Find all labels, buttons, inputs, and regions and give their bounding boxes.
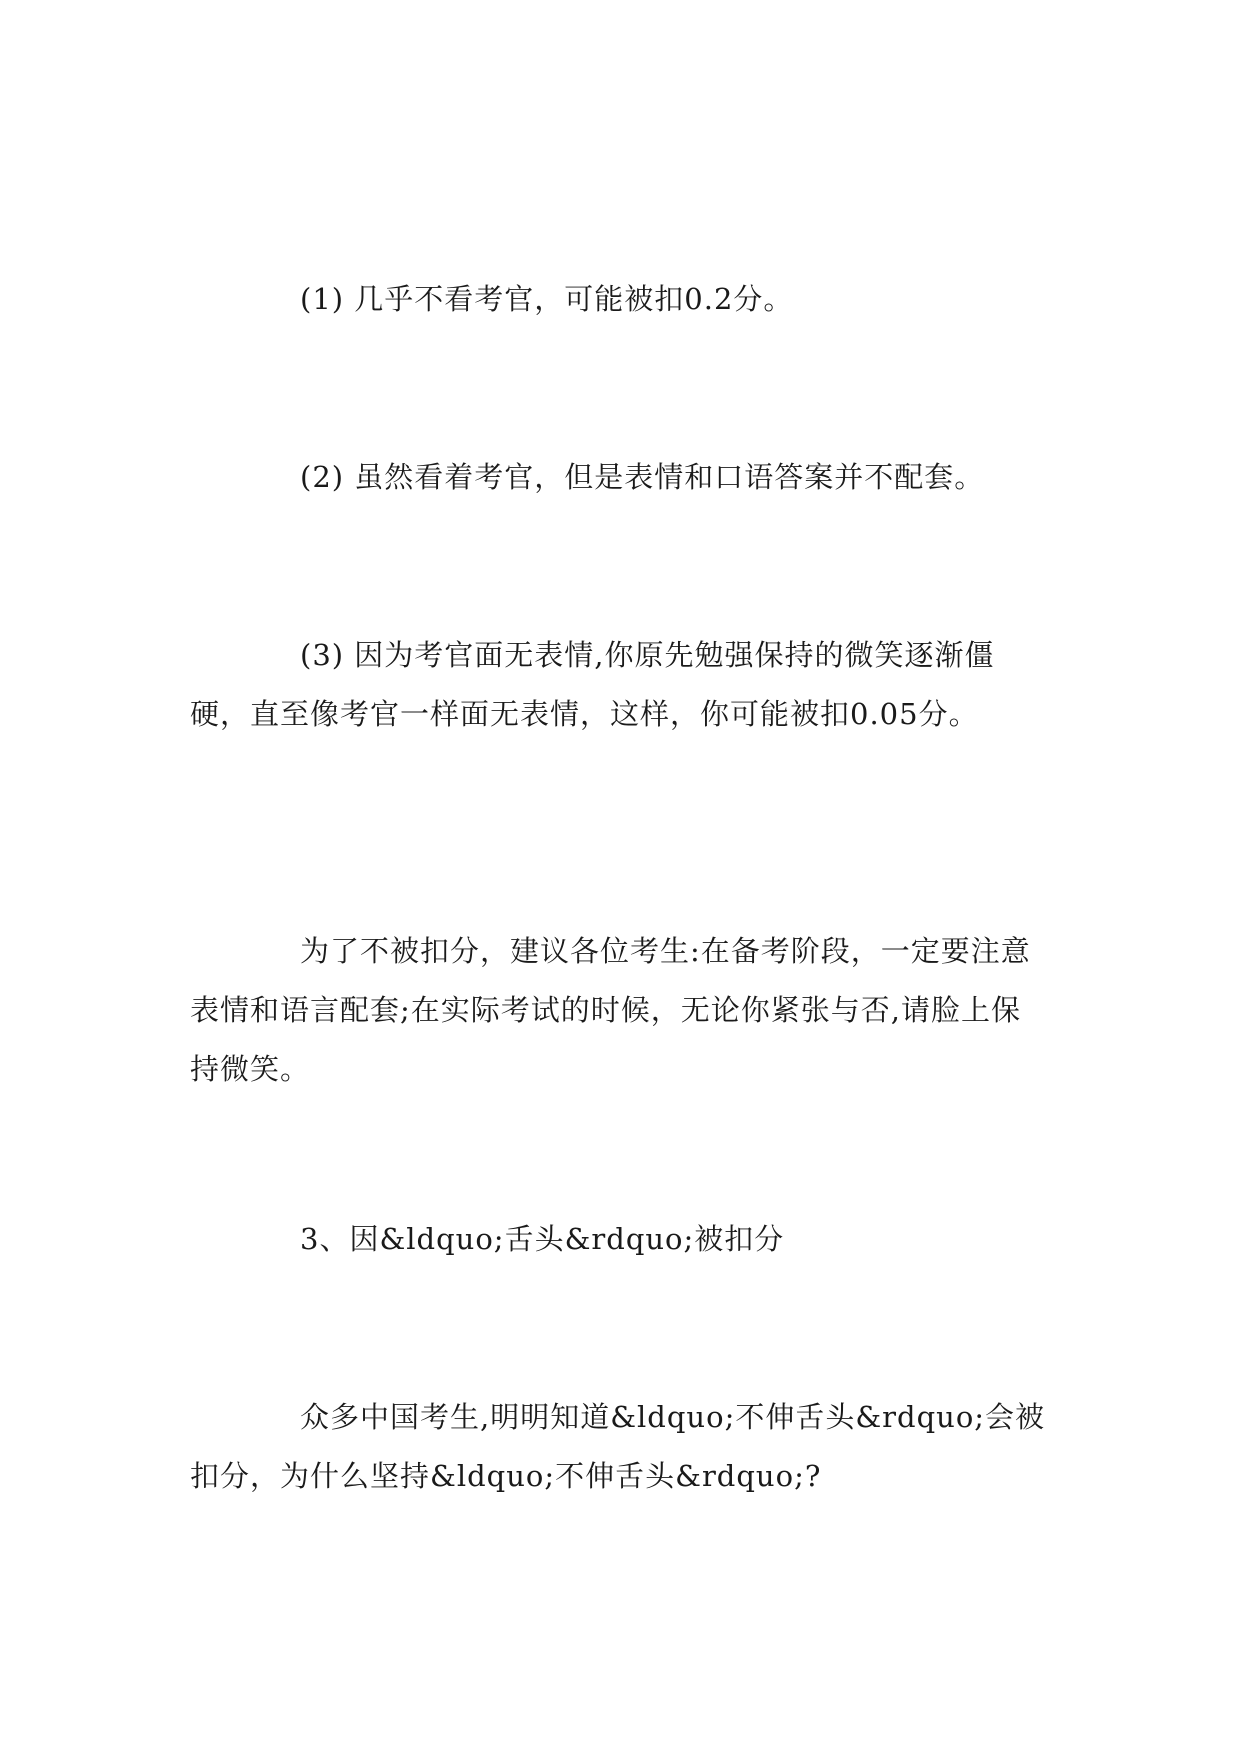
paragraph-item-3: (3) 因为考官面无表情,你原先勉强保持的微笑逐渐僵硬，直至像考官一样面无表情，这样，你可能被扣0.05分。 <box>190 638 995 731</box>
paragraph-item-1: (1) 几乎不看考官，可能被扣0.2分。 <box>300 282 794 316</box>
paragraph-item-2: (2) 虽然看着考官，但是表情和口语答案并不配套。 <box>300 460 985 494</box>
section-heading: 3、因&ldquo;舌头&rdquo;被扣分 <box>300 1222 785 1256</box>
paragraph-question: 众多中国考生,明明知道&ldquo;不伸舌头&rdquo;会被扣分，为什么坚持&ldquo;不伸舌头&rdquo;? <box>190 1400 1046 1493</box>
paragraph-advice: 为了不被扣分，建议各位考生:在备考阶段，一定要注意表情和语言配套;在实际考试的时候，无论你紧张与否,请脸上保持微笑。 <box>190 934 1031 1086</box>
